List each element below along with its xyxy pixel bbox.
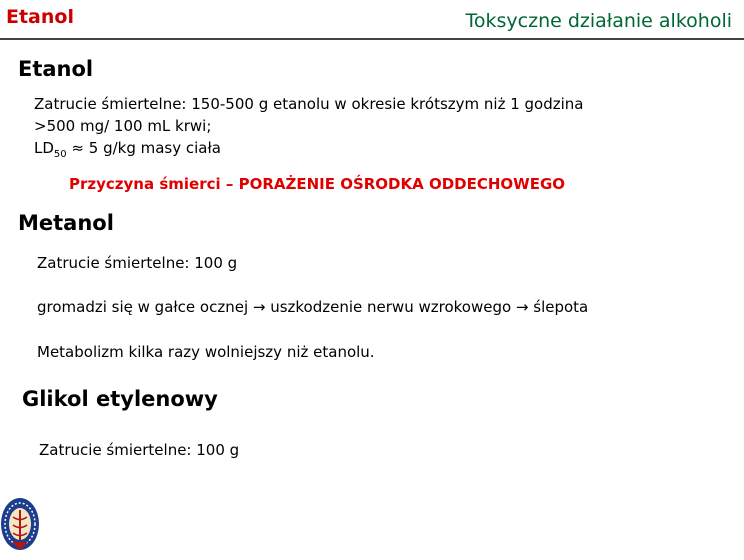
corner-title: Etanol [6, 6, 74, 28]
ld50-subscript: 50 [53, 149, 67, 160]
ld50-prefix: LD [34, 139, 54, 157]
etanol-ld50 [34, 138, 221, 165]
etanol-lethal-dose: Zatrucie śmiertelne: 150-500 g etanolu w okresie krótszym niż 1 godzina [34, 95, 584, 113]
metanol-eye-damage: gromadzi się w gałce ocznej → uszkodzenie nerwu wzrokowego → ślepota [37, 298, 589, 316]
etanol-heading: Etanol [18, 57, 94, 81]
metanol-metabolism: Metabolizm kilka razy wolniejszy niż etanolu. [37, 343, 375, 361]
slide-title: Toksyczne działanie alkoholi [465, 10, 732, 32]
ld50-value: ≈ 5 g/kg masy ciała [66, 139, 221, 157]
metanol-heading: Metanol [18, 211, 114, 235]
etanol-blood-level: >500 mg/ 100 mL krwi; [34, 117, 212, 135]
metanol-lethal-dose: Zatrucie śmiertelne: 100 g [37, 254, 238, 272]
header-divider [0, 38, 744, 40]
death-cause: Przyczyna śmierci – PORAŻENIE OŚRODKA ODDECHOWEGO [69, 175, 566, 193]
university-seal-icon [0, 493, 44, 555]
glikol-lethal-dose: Zatrucie śmiertelne: 100 g [39, 441, 240, 459]
glikol-heading: Glikol etylenowy [22, 387, 218, 411]
